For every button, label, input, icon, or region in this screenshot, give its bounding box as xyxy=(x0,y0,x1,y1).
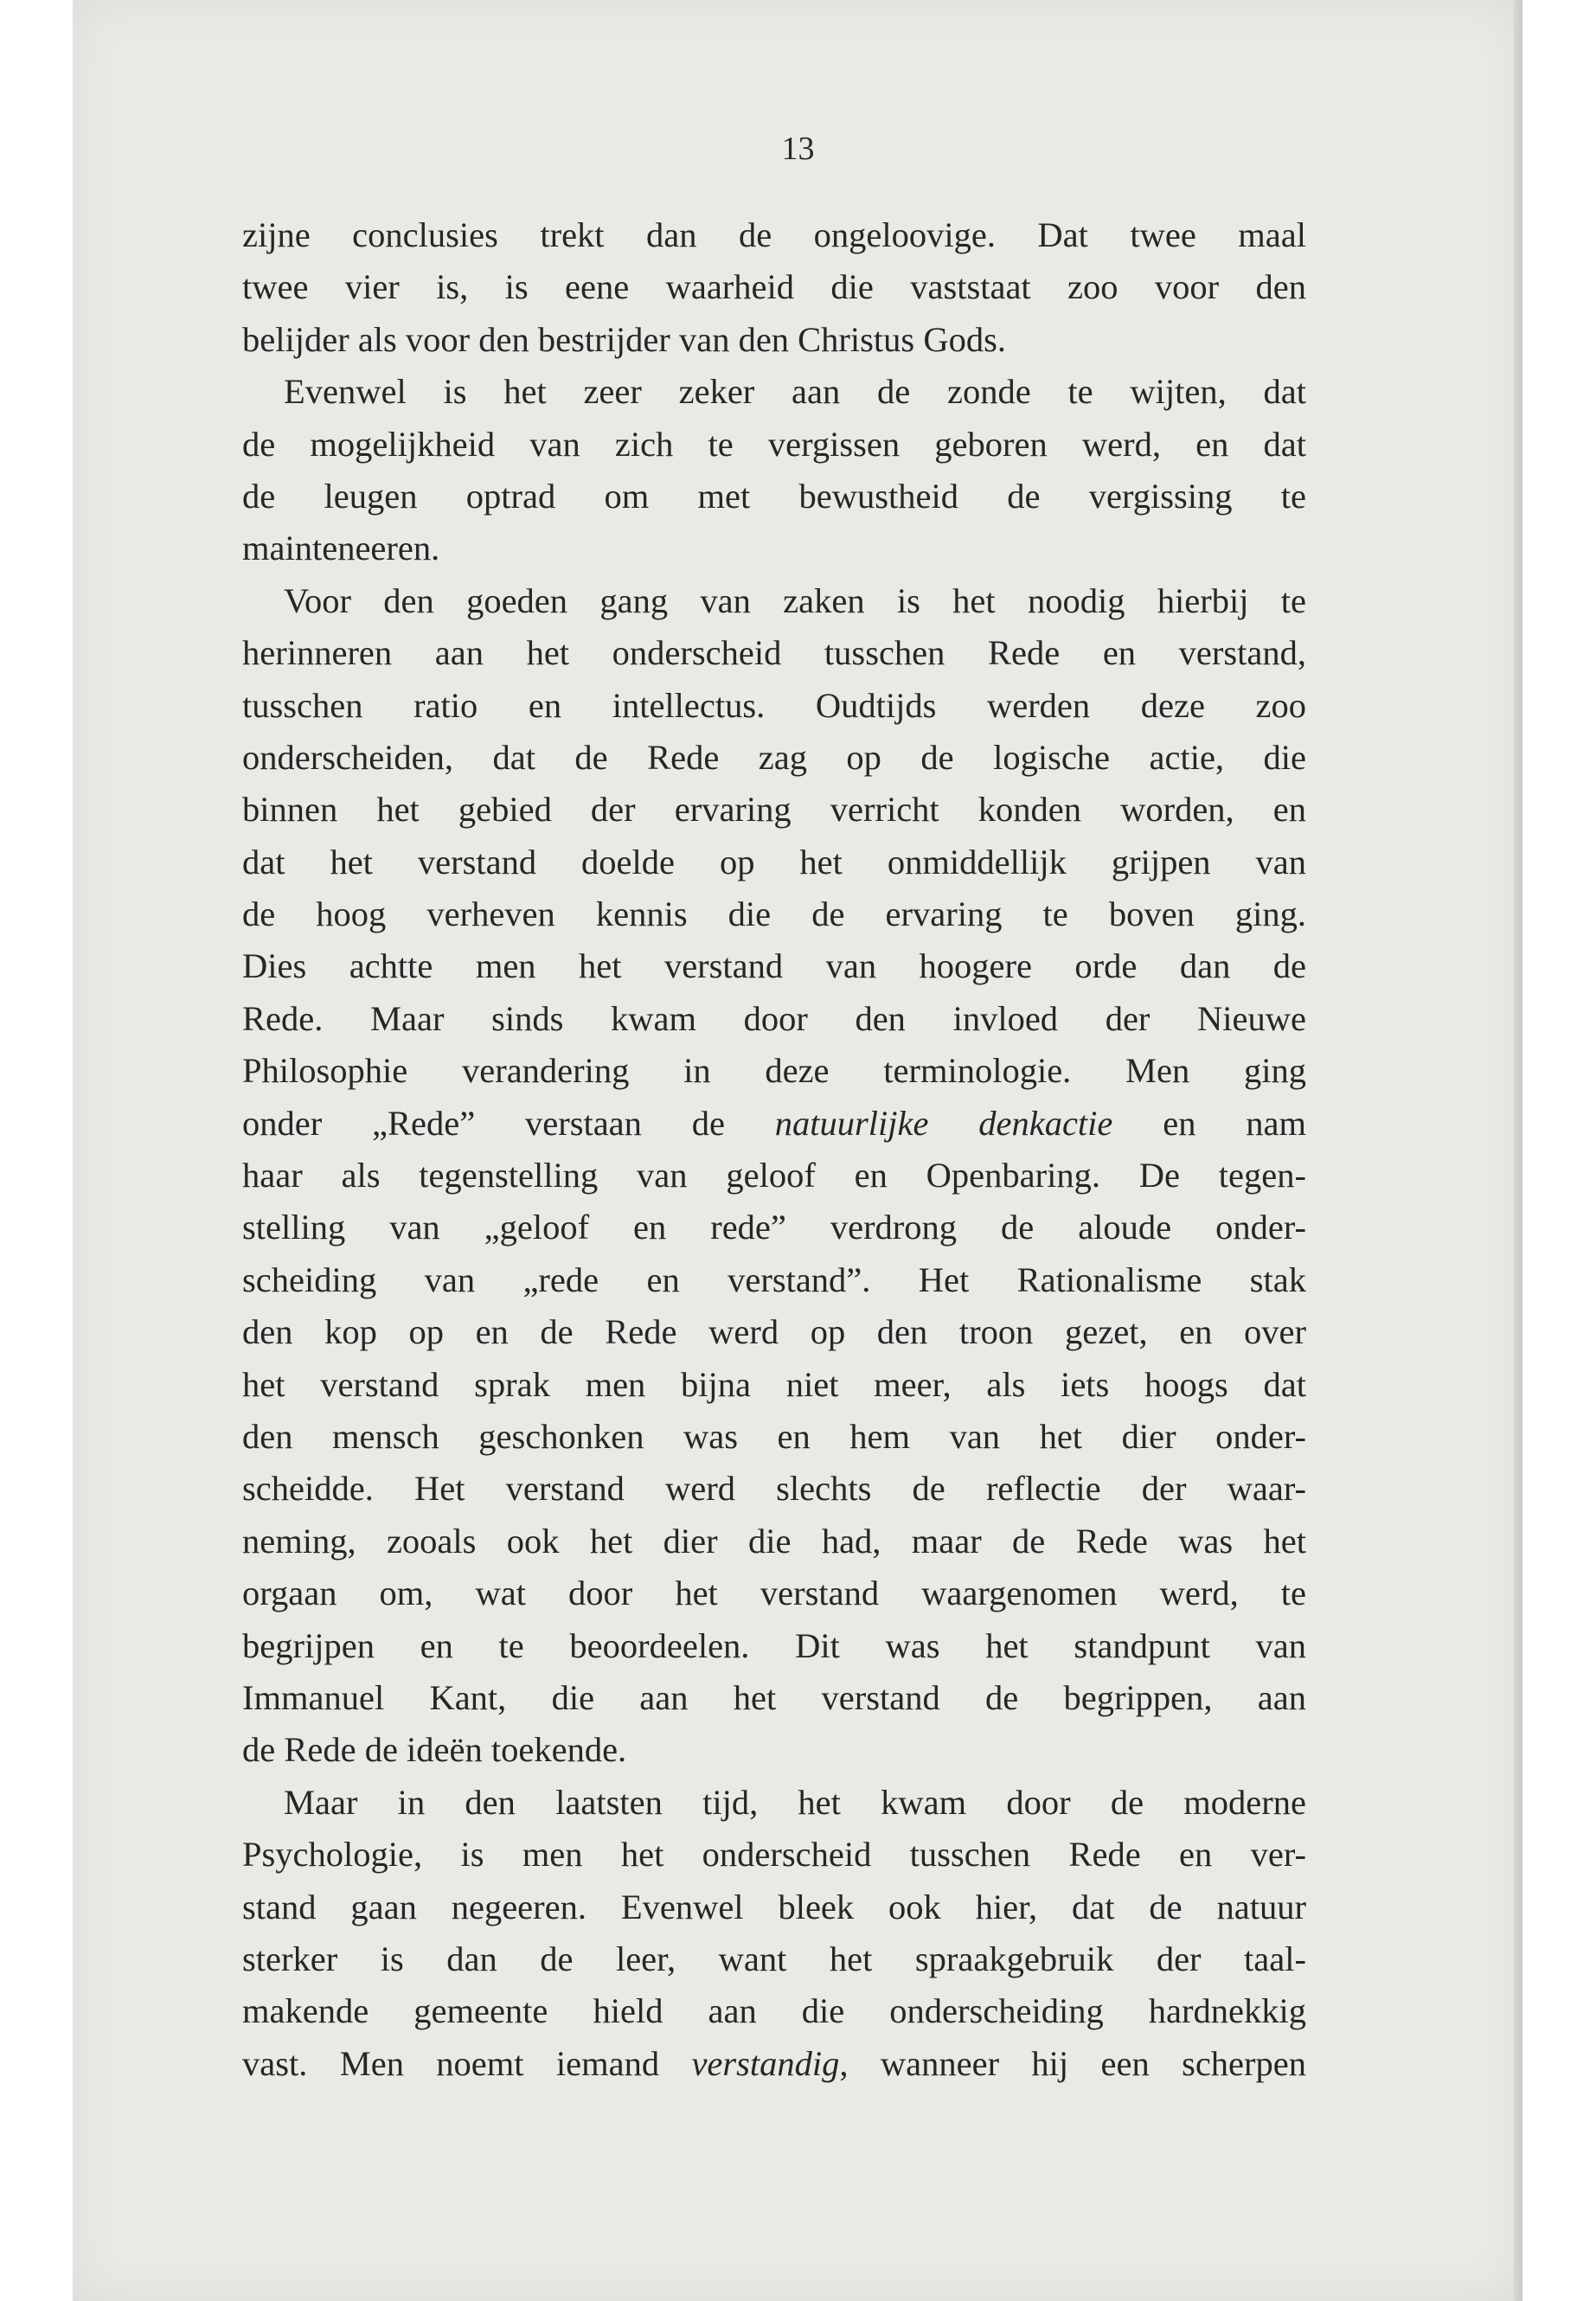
text-line: scheiding van „rede en verstand”. Het Rationalisme stak xyxy=(242,1259,1306,1299)
text-line: sterker is dan de leer, want het spraakgebruik der taal- xyxy=(242,1939,1306,1978)
text-line: den kop op en de Rede werd op den troon gezet, en over xyxy=(242,1312,1306,1352)
text-line: begrijpen en te beoordeelen. Dit was het standpunt van xyxy=(242,1625,1306,1665)
text-line: Dies achtte men het verstand van hoogere orde dan de xyxy=(242,946,1306,986)
text-line: de hoog verheven kennis die de ervaring te boven ging. xyxy=(242,894,1306,934)
text-line: twee vier is, is eene waarheid die vaststaat zoo voor den xyxy=(242,267,1306,307)
text-line: orgaan om, wat door het verstand waargenomen werd, te xyxy=(242,1574,1306,1613)
text-line: stand gaan negeeren. Evenwel bleek ook hier, dat de natuur xyxy=(242,1887,1306,1926)
italic-term: verstandig xyxy=(691,2043,840,2083)
italic-term: natuurlijke denkactie xyxy=(774,1103,1113,1143)
body-text xyxy=(242,209,1306,2090)
text-line: stelling van „geloof en rede” verdrong de aloude onder- xyxy=(242,1208,1306,1247)
text-line xyxy=(242,2038,1306,2090)
text-line: dat het verstand doelde op het onmiddellijk grijpen van xyxy=(242,842,1306,881)
text-line: Maar in den laatsten tijd, het kwam door de moderne xyxy=(284,1782,1306,1822)
text-line: haar als tegenstelling van geloof en Openbaring. De tegen- xyxy=(242,1156,1306,1195)
text-line: de mogelijkheid van zich te vergissen geboren werd, en dat xyxy=(242,424,1306,464)
page-edge xyxy=(1514,0,1522,2301)
text-line: onderscheiden, dat de Rede zag op de logische actie, die xyxy=(242,737,1306,777)
page-number: 13 xyxy=(781,131,815,167)
text-line: Voor den goeden gang van zaken is het noodig hierbij te xyxy=(284,580,1306,620)
text-line: de leugen optrad om met bewustheid de vergissing te xyxy=(242,476,1306,516)
text-line: scheidde. Het verstand werd slechts de reflectie der waar- xyxy=(242,1469,1306,1509)
text-line xyxy=(242,1098,1306,1150)
text-line: het verstand sprak men bijna niet meer, als iets hoogs dat xyxy=(242,1364,1306,1404)
text-line: neming, zooals ook het dier die had, maar de Rede was het xyxy=(242,1521,1306,1561)
text-segment: onder „Rede” verstaan de xyxy=(242,1103,775,1143)
text-segment: vast. Men noemt iemand xyxy=(242,2043,692,2083)
text-line: Rede. Maar sinds kwam door den invloed der Nieuwe xyxy=(242,998,1306,1038)
text-line: makende gemeente hield aan die onderscheiding hardnekkig xyxy=(242,1991,1306,2031)
text-line: de Rede de ideën toekende. xyxy=(242,1730,627,1770)
text-line: belijder als voor den bestrijder van den Christus Gods. xyxy=(242,319,1006,359)
text-line: Immanuel Kant, die aan het verstand de begrippen, aan xyxy=(242,1677,1306,1717)
text-line: Evenwel is het zeer zeker aan de zonde te wijten, dat xyxy=(284,372,1306,412)
text-segment: en nam xyxy=(1112,1103,1306,1143)
text-line: mainteneeren. xyxy=(242,529,440,568)
text-line: tusschen ratio en intellectus. Oudtijds werden deze zoo xyxy=(242,685,1306,725)
text-line: Psychologie, is men het onderscheid tusschen Rede en ver- xyxy=(242,1835,1306,1875)
text-line: herinneren aan het onderscheid tusschen Rede en verstand, xyxy=(242,633,1306,673)
text-line: binnen het gebied der ervaring verricht konden worden, en xyxy=(242,790,1306,830)
text-segment: , wanneer hij een scherpen xyxy=(839,2043,1306,2083)
text-line: zijne conclusies trekt dan de ongeloovige. Dat twee maal xyxy=(242,215,1306,254)
text-line: Philosophie verandering in deze terminologie. Men ging xyxy=(242,1051,1306,1091)
text-line: den mensch geschonken was en hem van het dier onder- xyxy=(242,1416,1306,1456)
